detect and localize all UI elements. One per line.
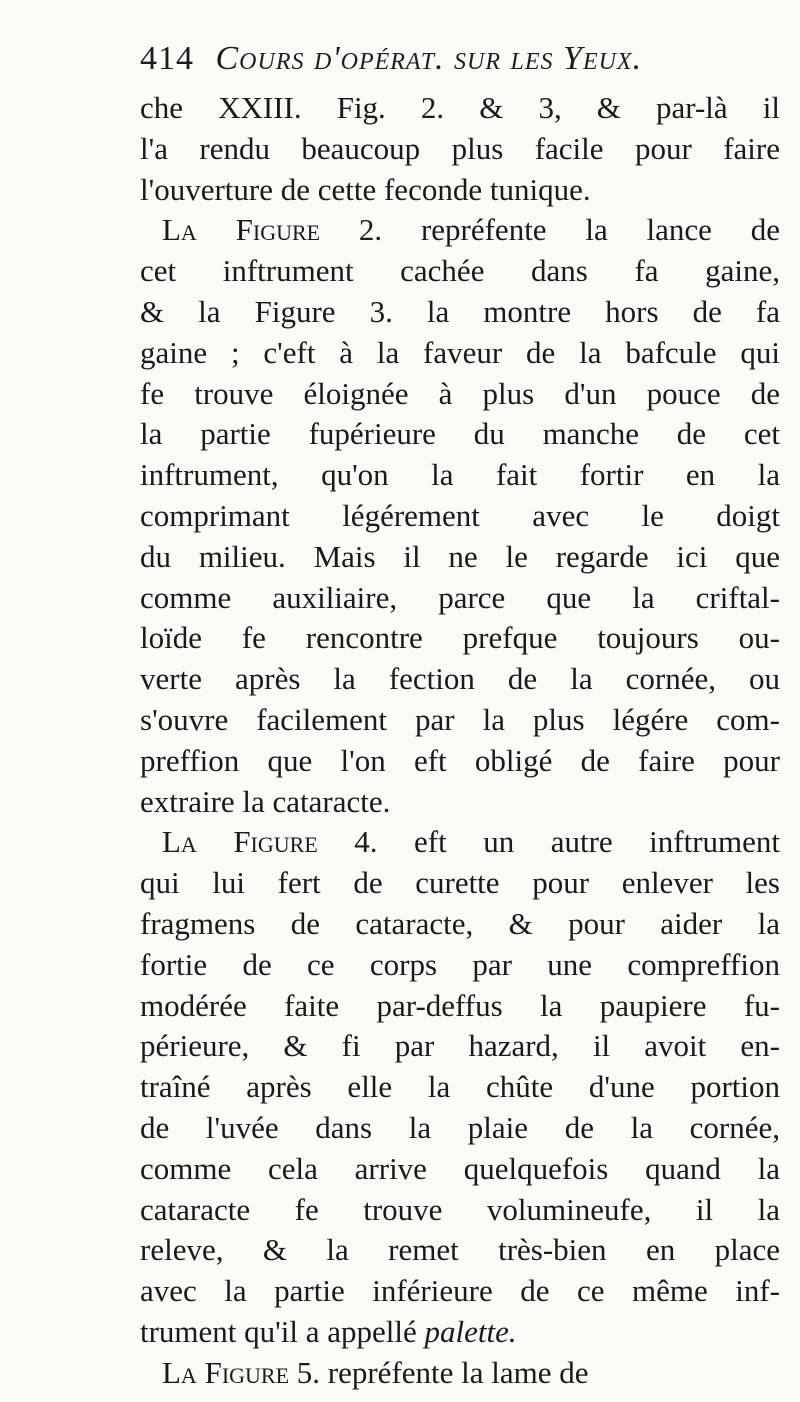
line-text: 5. repréfente la lame de bbox=[289, 1354, 589, 1390]
text-line bbox=[140, 863, 780, 904]
text-line bbox=[140, 782, 780, 823]
text-line bbox=[140, 1312, 780, 1353]
line-text: 2. repréfente la lance de bbox=[320, 212, 780, 248]
text-line bbox=[140, 986, 780, 1027]
text-line bbox=[140, 374, 780, 415]
line-text: loïde fe rencontre prefque toujours ou- bbox=[140, 620, 780, 656]
line-text: cet inftrument cachée dans fa gaine, bbox=[140, 253, 780, 289]
line-text: extraire la cataracte. bbox=[140, 783, 391, 819]
paragraph-lead: La Figure bbox=[162, 824, 318, 860]
line-text: che XXIII. Fig. 2. & 3, & par-là il bbox=[140, 90, 780, 125]
text-line bbox=[140, 251, 780, 292]
line-text: traîné après elle la chûte d'une portion bbox=[140, 1069, 780, 1105]
text-line bbox=[140, 1026, 780, 1067]
line-text: fortie de ce corps par une compreffion bbox=[140, 946, 780, 982]
line-text: fe trouve éloignée à plus d'un pouce de bbox=[140, 375, 780, 411]
running-title: Cours d'opérat. sur les Yeux. bbox=[215, 40, 643, 77]
text-line bbox=[140, 904, 780, 945]
text-line bbox=[140, 578, 780, 619]
line-text: s'ouvre facilement par la plus légére com- bbox=[140, 701, 780, 737]
text-line bbox=[140, 1149, 780, 1190]
line-text: comprimant légérement avec le doigt bbox=[140, 497, 780, 533]
line-text: de l'uvée dans la plaie de la cornée, bbox=[140, 1109, 780, 1145]
text-line bbox=[140, 496, 780, 537]
text-line bbox=[140, 741, 780, 782]
text-line bbox=[140, 618, 780, 659]
text-line bbox=[140, 659, 780, 700]
line-text: l'a rendu beaucoup plus facile pour faire bbox=[140, 130, 780, 166]
text-line bbox=[140, 822, 780, 863]
text-line bbox=[140, 1353, 780, 1394]
text-line bbox=[140, 455, 780, 496]
line-text: modérée faite par-deffus la paupiere fu- bbox=[140, 987, 780, 1023]
paragraph-lead: La Figure bbox=[162, 1354, 290, 1390]
italic-term: palette. bbox=[416, 1313, 517, 1349]
line-text: qui lui fert de curette pour enlever les bbox=[140, 865, 780, 901]
line-text: 4. eft un autre inftrument bbox=[317, 824, 780, 860]
line-text: preffion que l'on eft obligé de faire pour bbox=[140, 742, 780, 778]
line-text: comme cela arrive quelquefois quand la bbox=[140, 1150, 780, 1186]
line-text: releve, & la remet très-bien en place bbox=[140, 1232, 780, 1268]
line-text: & la Figure 3. la montre hors de fa bbox=[140, 293, 780, 329]
line-text: verte après la fection de la cornée, ou bbox=[140, 661, 780, 697]
line-text: trument qu'il a appellé bbox=[140, 1313, 417, 1349]
text-line bbox=[140, 292, 780, 333]
line-text: fragmens de cataracte, & pour aider la bbox=[140, 905, 780, 941]
text-line bbox=[140, 333, 780, 374]
line-text: la partie fupérieure du manche de cet bbox=[140, 416, 780, 452]
page-number: 414 bbox=[140, 40, 194, 77]
text-line bbox=[140, 414, 780, 455]
line-text: cataracte fe trouve volumineufe, il la bbox=[140, 1191, 780, 1227]
text-line bbox=[140, 1271, 780, 1312]
running-header bbox=[140, 40, 770, 78]
text-line bbox=[140, 170, 780, 211]
text-line bbox=[140, 129, 780, 170]
text-line bbox=[140, 537, 780, 578]
text-line bbox=[140, 1108, 780, 1149]
line-text: inftrument, qu'on la fait fortir en la bbox=[140, 457, 780, 493]
text-line bbox=[140, 700, 780, 741]
line-text: du milieu. Mais il ne le regarde ici que bbox=[140, 538, 780, 574]
text-line bbox=[140, 1230, 780, 1271]
line-text: périeure, & fi par hazard, il avoit en- bbox=[140, 1028, 780, 1064]
text-line bbox=[140, 945, 780, 986]
paragraph-lead: La Figure bbox=[162, 212, 321, 248]
line-text: l'ouverture de cette feconde tunique. bbox=[140, 171, 591, 207]
text-line bbox=[140, 1190, 780, 1231]
text-line bbox=[140, 210, 780, 251]
line-text: avec la partie inférieure de ce même inf- bbox=[140, 1273, 780, 1309]
text-line bbox=[140, 88, 780, 129]
line-text: gaine ; c'eft à la faveur de la bafcule qui bbox=[140, 334, 780, 370]
body-text bbox=[140, 88, 780, 1394]
text-line bbox=[140, 1067, 780, 1108]
line-text: comme auxiliaire, parce que la criftal- bbox=[140, 579, 780, 615]
